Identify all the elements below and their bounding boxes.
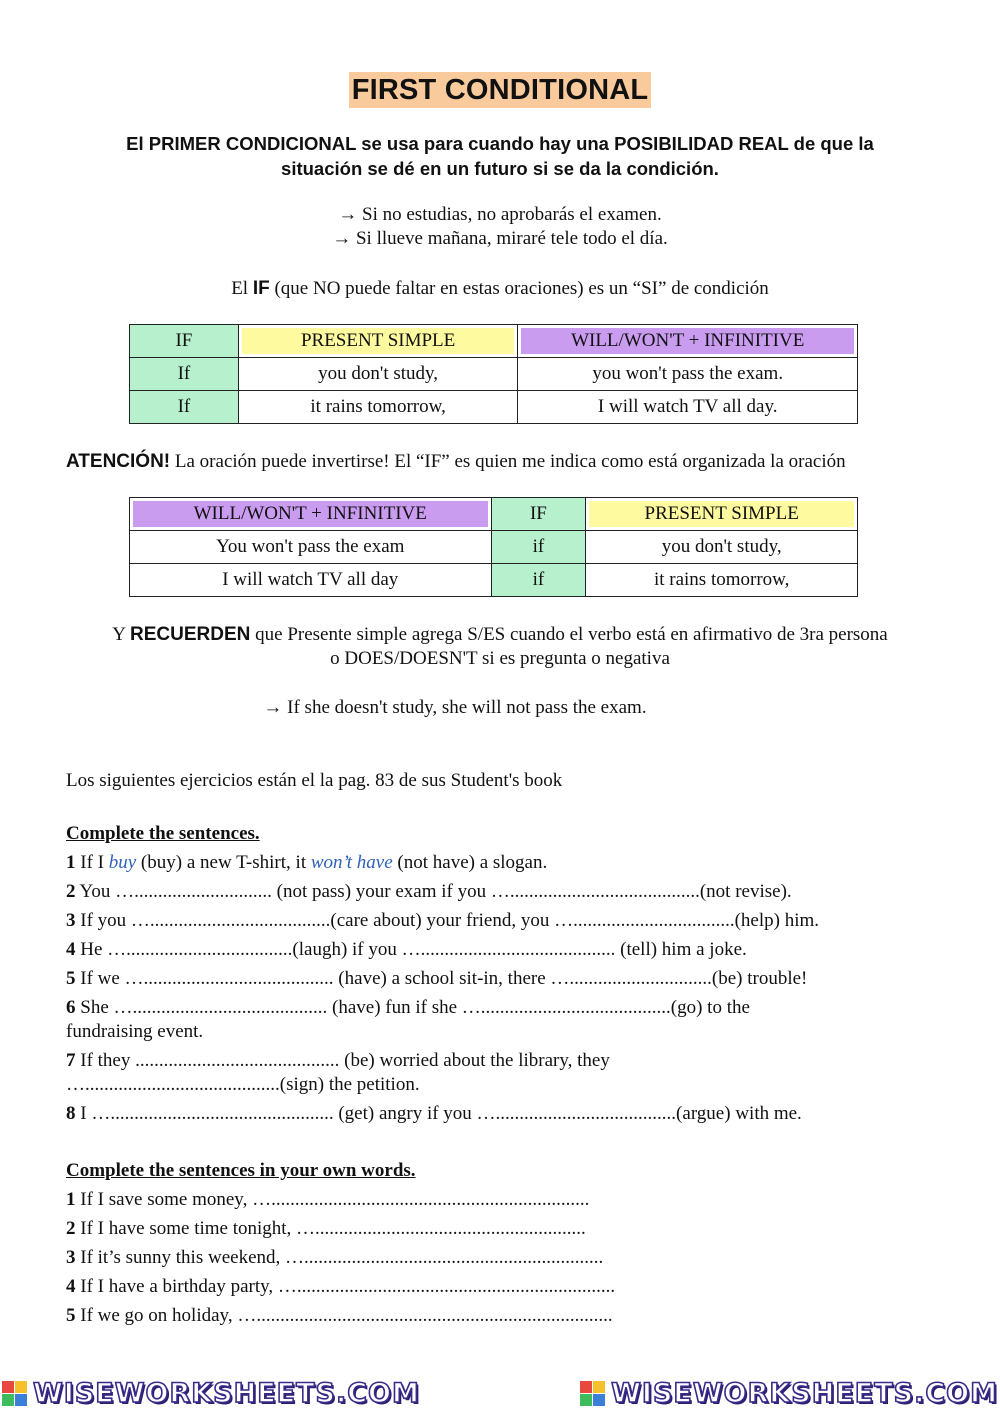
intro-line-2: situación se dé en un futuro si se da la condición. [281, 158, 719, 179]
logo-square [580, 1381, 592, 1393]
item-number: 4 [66, 1276, 76, 1297]
recuerden-post: que Presente simple agrega S/ES cuando el verbo está en afirmativo de 3ra persona [250, 624, 888, 645]
intro-paragraph [60, 131, 940, 181]
recuerden-pre: Y [112, 624, 131, 645]
spanish-examples [0, 203, 1000, 251]
exercise-1 [66, 822, 946, 1131]
table-cell: You won't pass the exam [130, 531, 492, 564]
item-text: If I save some money, …................................................................... [75, 1189, 590, 1210]
list-item [66, 967, 946, 991]
recuerden-line-2: o DOES/DOESN'T si es pregunta o negativa [330, 648, 670, 669]
present-simple-chip: PRESENT SIMPLE [589, 501, 854, 527]
atencion-text: La oración puede invertirse! El “IF” es quien me indica como está organizada la oración [170, 451, 846, 472]
item-text: You …............................. (not pass) your exam if you …........................................(not revise). [75, 881, 792, 902]
item-text: She …......................................... (have) fun if she …........................................(go) to the [75, 997, 750, 1018]
if-note-bold: IF [252, 278, 270, 299]
item-text: If I have a birthday party, …................................................................... [75, 1276, 616, 1297]
brand-logo [2, 1378, 420, 1409]
atencion-note [66, 450, 966, 474]
item-text: He …...................................(laugh) if you …......................................... (tell) him a joke. [75, 939, 747, 960]
list-item [66, 1275, 946, 1299]
item-text: If they ........................................... (be) worried about the library, they [75, 1050, 610, 1071]
table-cell: I will watch TV all day. [518, 391, 858, 424]
example-text: (buy) a new T-shirt, it [136, 852, 311, 873]
structure-table-1 [129, 324, 858, 424]
recuerden-line-1 [0, 623, 1000, 647]
exercise-example [66, 851, 946, 875]
item-number: 1 [66, 852, 76, 873]
list-item [66, 1049, 946, 1097]
logo-squares-icon [2, 1381, 27, 1406]
logo-square [580, 1394, 592, 1406]
list-item [66, 1102, 946, 1126]
list-item [66, 1217, 946, 1241]
item-number: 3 [66, 910, 76, 931]
structure-table-2 [129, 497, 858, 597]
item-number: 5 [66, 1305, 76, 1326]
list-item [66, 909, 946, 933]
if-note-pre: El [231, 278, 253, 299]
item-text: If it’s sunny this weekend, …............................................................... [75, 1247, 604, 1268]
table-cell: if [491, 564, 586, 597]
example-answer-1: buy [108, 852, 137, 873]
page-title: FIRST CONDITIONAL [349, 72, 652, 108]
table-cell: it rains tomorrow, [238, 391, 518, 424]
item-text-continued: ….........................................(sign) the petition. [66, 1074, 420, 1095]
intro-line-1: El PRIMER CONDICIONAL se usa para cuando hay una POSIBILIDAD REAL de que la [126, 133, 874, 154]
table-header-will [130, 498, 492, 531]
table-header-present-simple [238, 325, 518, 358]
table-row [130, 564, 858, 597]
table-cell: I will watch TV all day [130, 564, 492, 597]
table-row [130, 531, 858, 564]
exercise-1-heading: Complete the sentences. [66, 823, 260, 844]
spanish-example-2: → Si llueve mañana, miraré tele todo el día. [332, 228, 668, 249]
table-row [130, 391, 858, 424]
item-number: 5 [66, 968, 76, 989]
item-text: If we go on holiday, …........................................................................... [75, 1305, 613, 1326]
footer-watermark [2, 1376, 998, 1410]
logo-square [593, 1381, 605, 1393]
if-note [0, 277, 1000, 301]
item-number: 2 [66, 1218, 76, 1239]
table-cell: If [130, 391, 239, 424]
spanish-example-1: → Si no estudias, no aprobarás el examen. [338, 204, 662, 225]
item-text-continued: fundraising event. [66, 1021, 204, 1042]
list-item [66, 880, 946, 904]
table-cell: you won't pass the exam. [518, 358, 858, 391]
table-header-will [518, 325, 858, 358]
item-number: 7 [66, 1050, 76, 1071]
atencion-bold: ATENCIÓN! [66, 451, 171, 472]
logo-square [2, 1394, 14, 1406]
list-item [66, 1304, 946, 1328]
item-number: 3 [66, 1247, 76, 1268]
brand-text: WISEWORKSHEETS.COM [33, 1377, 420, 1409]
table-cell: it rains tomorrow, [586, 564, 858, 597]
item-number: 2 [66, 881, 76, 902]
logo-square [2, 1381, 14, 1393]
recuerden-note [0, 623, 1000, 671]
list-item [66, 1246, 946, 1270]
exercise-2 [66, 1159, 946, 1333]
item-text: If I have some time tonight, …......................................................... [75, 1218, 586, 1239]
table-header-row [130, 325, 858, 358]
exercise-2-heading: Complete the sentences in your own words. [66, 1160, 416, 1181]
item-text: If you …......................................(care about) your friend, you …..................................(help) him. [75, 910, 820, 931]
brand-logo [580, 1378, 998, 1409]
recuerden-bold: RECUERDEN [130, 624, 251, 645]
item-text: If we …........................................ (have) a school sit-in, there …..............................(be) trouble! [75, 968, 808, 989]
will-chip: WILL/WON'T + INFINITIVE [133, 501, 488, 527]
item-number: 1 [66, 1189, 76, 1210]
table-cell: If [130, 358, 239, 391]
list-item [66, 1188, 946, 1212]
example-text: (not have) a slogan. [392, 852, 548, 873]
table-header-present-simple [586, 498, 858, 531]
item-number: 8 [66, 1103, 76, 1124]
example-answer-2: won’t have [310, 852, 393, 873]
logo-square [15, 1394, 27, 1406]
list-item [66, 996, 946, 1044]
page-title-wrapper [0, 72, 1000, 108]
table-header-if: IF [491, 498, 586, 531]
item-number: 4 [66, 939, 76, 960]
table-header-row [130, 498, 858, 531]
item-number: 6 [66, 997, 76, 1018]
example-text: If I [75, 852, 109, 873]
logo-squares-icon [580, 1381, 605, 1406]
table-row [130, 358, 858, 391]
item-text: I …............................................... (get) angry if you …......................................(argue) with me. [75, 1103, 802, 1124]
table-cell: you don't study, [586, 531, 858, 564]
english-example: → If she doesn't study, she will not pass the exam. [263, 697, 647, 718]
list-item [66, 938, 946, 962]
table-header-if: IF [130, 325, 239, 358]
page-reference-note: Los siguientes ejercicios están el la pag. 83 de sus Student's book [66, 770, 563, 791]
logo-square [15, 1381, 27, 1393]
table-cell: you don't study, [238, 358, 518, 391]
logo-square [593, 1394, 605, 1406]
table-cell: if [491, 531, 586, 564]
brand-text: WISEWORKSHEETS.COM [611, 1377, 998, 1409]
present-simple-chip: PRESENT SIMPLE [242, 328, 515, 354]
if-note-post: (que NO puede faltar en estas oraciones) es un “SI” de condición [269, 278, 769, 299]
will-chip: WILL/WON'T + INFINITIVE [521, 328, 854, 354]
